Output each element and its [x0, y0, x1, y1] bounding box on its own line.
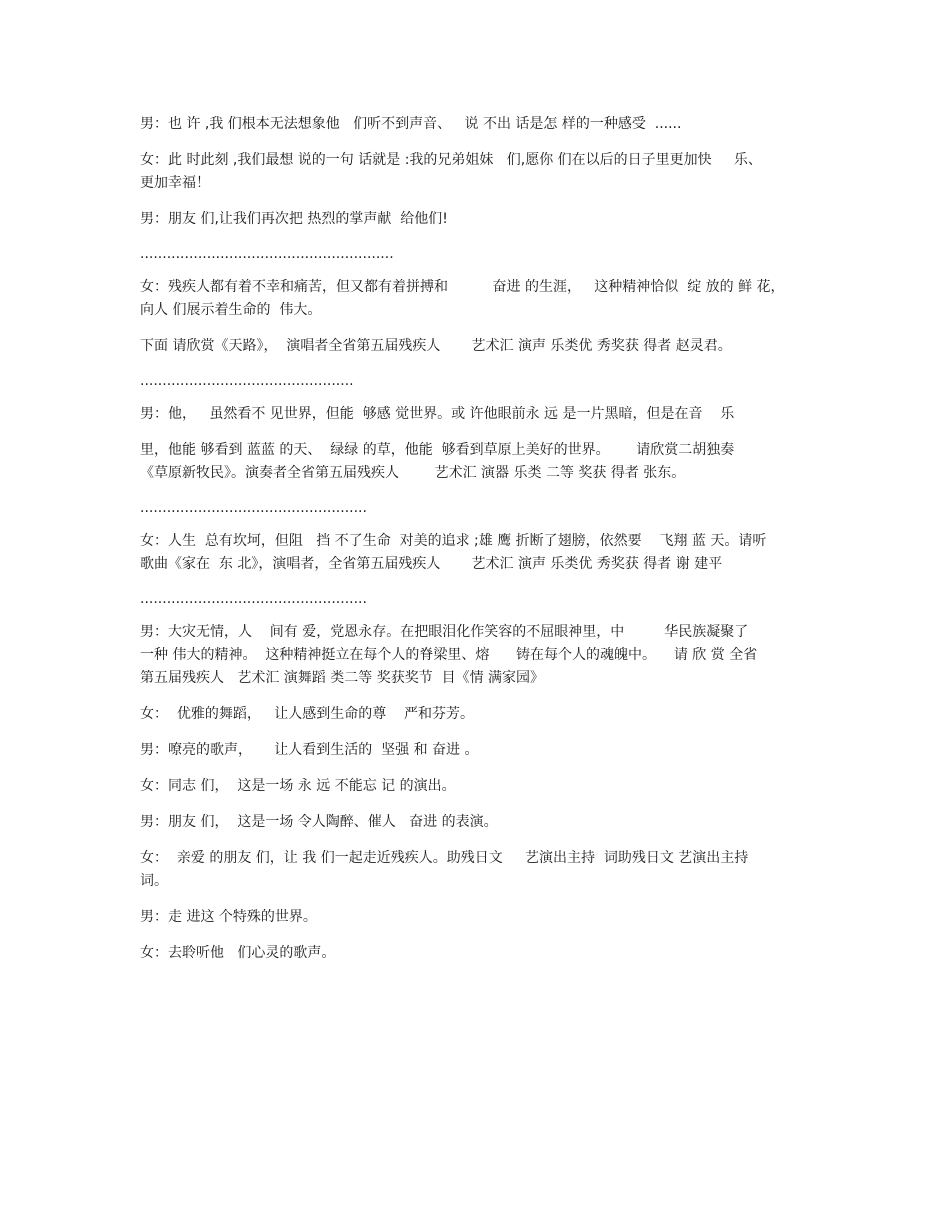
dialogue-paragraph — [140, 775, 820, 798]
dialogue-paragraph — [140, 113, 820, 136]
text-line: 下面 请欣赏《天路》， 演唱者全省第五届残疾人 艺术汇 演声 乐类优 秀奖获 得者 赵灵君。 — [140, 338, 732, 354]
dialogue-paragraph — [140, 439, 820, 485]
dialogue-paragraph — [140, 335, 820, 358]
text-line: 女：同志 们， 这是一场 永 远 不能忘 记 的演出。 — [140, 778, 456, 794]
dialogue-paragraph — [140, 739, 820, 762]
text-line: 女：去聆听他 们心灵的歌声。 — [140, 945, 336, 961]
dotted-separator — [140, 498, 820, 518]
dialogue-paragraph — [140, 149, 820, 195]
text-line: ................................................... — [140, 591, 367, 607]
text-line: 里，他能 够看到 蓝蓝 的天、 绿绿 的草，他能 够看到草原上美好的世界。 请欣赏二胡独奏 — [140, 442, 735, 458]
text-line: 第五届残疾人 艺术汇 演舞蹈 类二等 奖获奖节 目《情 满家园》 — [140, 670, 545, 686]
text-line: 男：大灾无情，人 间有 爱，党恩永存。在把眼泪化作笑容的不屈眼神里，中 华民族凝聚了 — [140, 624, 749, 640]
text-line: 一种 伟大的精神。 这种精神挺立在每个人的脊梁里、熔 铸在每个人的魂魄中。 请 欣 赏 全省 — [140, 647, 758, 663]
dialogue-paragraph — [140, 530, 820, 576]
text-line: 男：嘹亮的歌声， 让人看到生活的 坚强 和 奋进 。 — [140, 742, 479, 758]
text-line: 歌曲《家在 东 北》，演唱者，全省第五届残疾人 艺术汇 演声 乐类优 秀奖获 得者 谢 建平 — [140, 556, 723, 572]
text-line: 女： 亲爱 的朋友 们，让 我 们一起走近残疾人。助残日文 艺演出主持 词助残日文 艺演出主持 — [140, 850, 749, 866]
dialogue-paragraph — [140, 276, 820, 322]
text-line: 女：人生 总有坎坷，但阻 挡 不了生命 对美的追求 ;雄 鹰 折断了翅膀，依然要 飞翔 蓝 天。请听 — [140, 533, 767, 549]
dialogue-paragraph — [140, 403, 820, 426]
dialogue-paragraph — [140, 811, 820, 834]
dialogue-paragraph — [140, 847, 820, 893]
text-line: 女： 优雅的舞蹈， 让人感到生命的尊 严和芬芳。 — [140, 706, 475, 722]
text-line: 男：朋友 们， 这是一场 令人陶醉、催人 奋进 的表演。 — [140, 814, 498, 830]
dialogue-paragraph — [140, 208, 820, 231]
text-line: 《草原新牧民》。演奏者全省第五届残疾人 艺术汇 演器 乐类 二等 奖获 得者 张东。 — [140, 465, 686, 481]
dialogue-paragraph — [140, 942, 820, 965]
text-line: ......................................................... — [140, 246, 394, 262]
text-line: 男：走 进这 个特殊的世界。 — [140, 909, 317, 925]
text-line: 男：朋友 们,让我们再次把 热烈的掌声献 给他们! — [140, 211, 448, 227]
text-line: 更加幸福！ — [140, 175, 210, 191]
dotted-separator — [140, 371, 820, 391]
text-line: 男：也 许 ,我 们根本无法想象他 们听不到声音、 说 不出 话是怎 样的一种感受 ...... — [140, 116, 682, 132]
text-line: ................................................ — [140, 373, 354, 389]
dialogue-paragraph — [140, 906, 820, 929]
document-page — [140, 113, 820, 978]
text-line: 男：他， 虽然看不 见世界，但能 够感 觉世界。或 许他眼前永 远 是一片黑暗，但是在音 乐 — [140, 406, 735, 422]
text-line: 向人 们展示着生命的 伟大。 — [140, 302, 322, 318]
dotted-separator — [140, 244, 820, 264]
text-line: ................................................... — [140, 500, 367, 516]
text-line: 女：残疾人都有着不幸和痛苦，但又都有着拼搏和 奋进 的生涯， 这种精神恰似 绽 放的 鲜 花， — [140, 279, 785, 295]
dotted-separator — [140, 589, 820, 609]
text-line: 女：此 时此刻 ,我们最想 说的一句 话就是 :我的兄弟姐妹 们,愿你 们在以后的日子里更加快 乐、 — [140, 152, 762, 168]
dialogue-paragraph — [140, 621, 820, 690]
text-line: 词。 — [140, 873, 168, 889]
dialogue-paragraph — [140, 703, 820, 726]
